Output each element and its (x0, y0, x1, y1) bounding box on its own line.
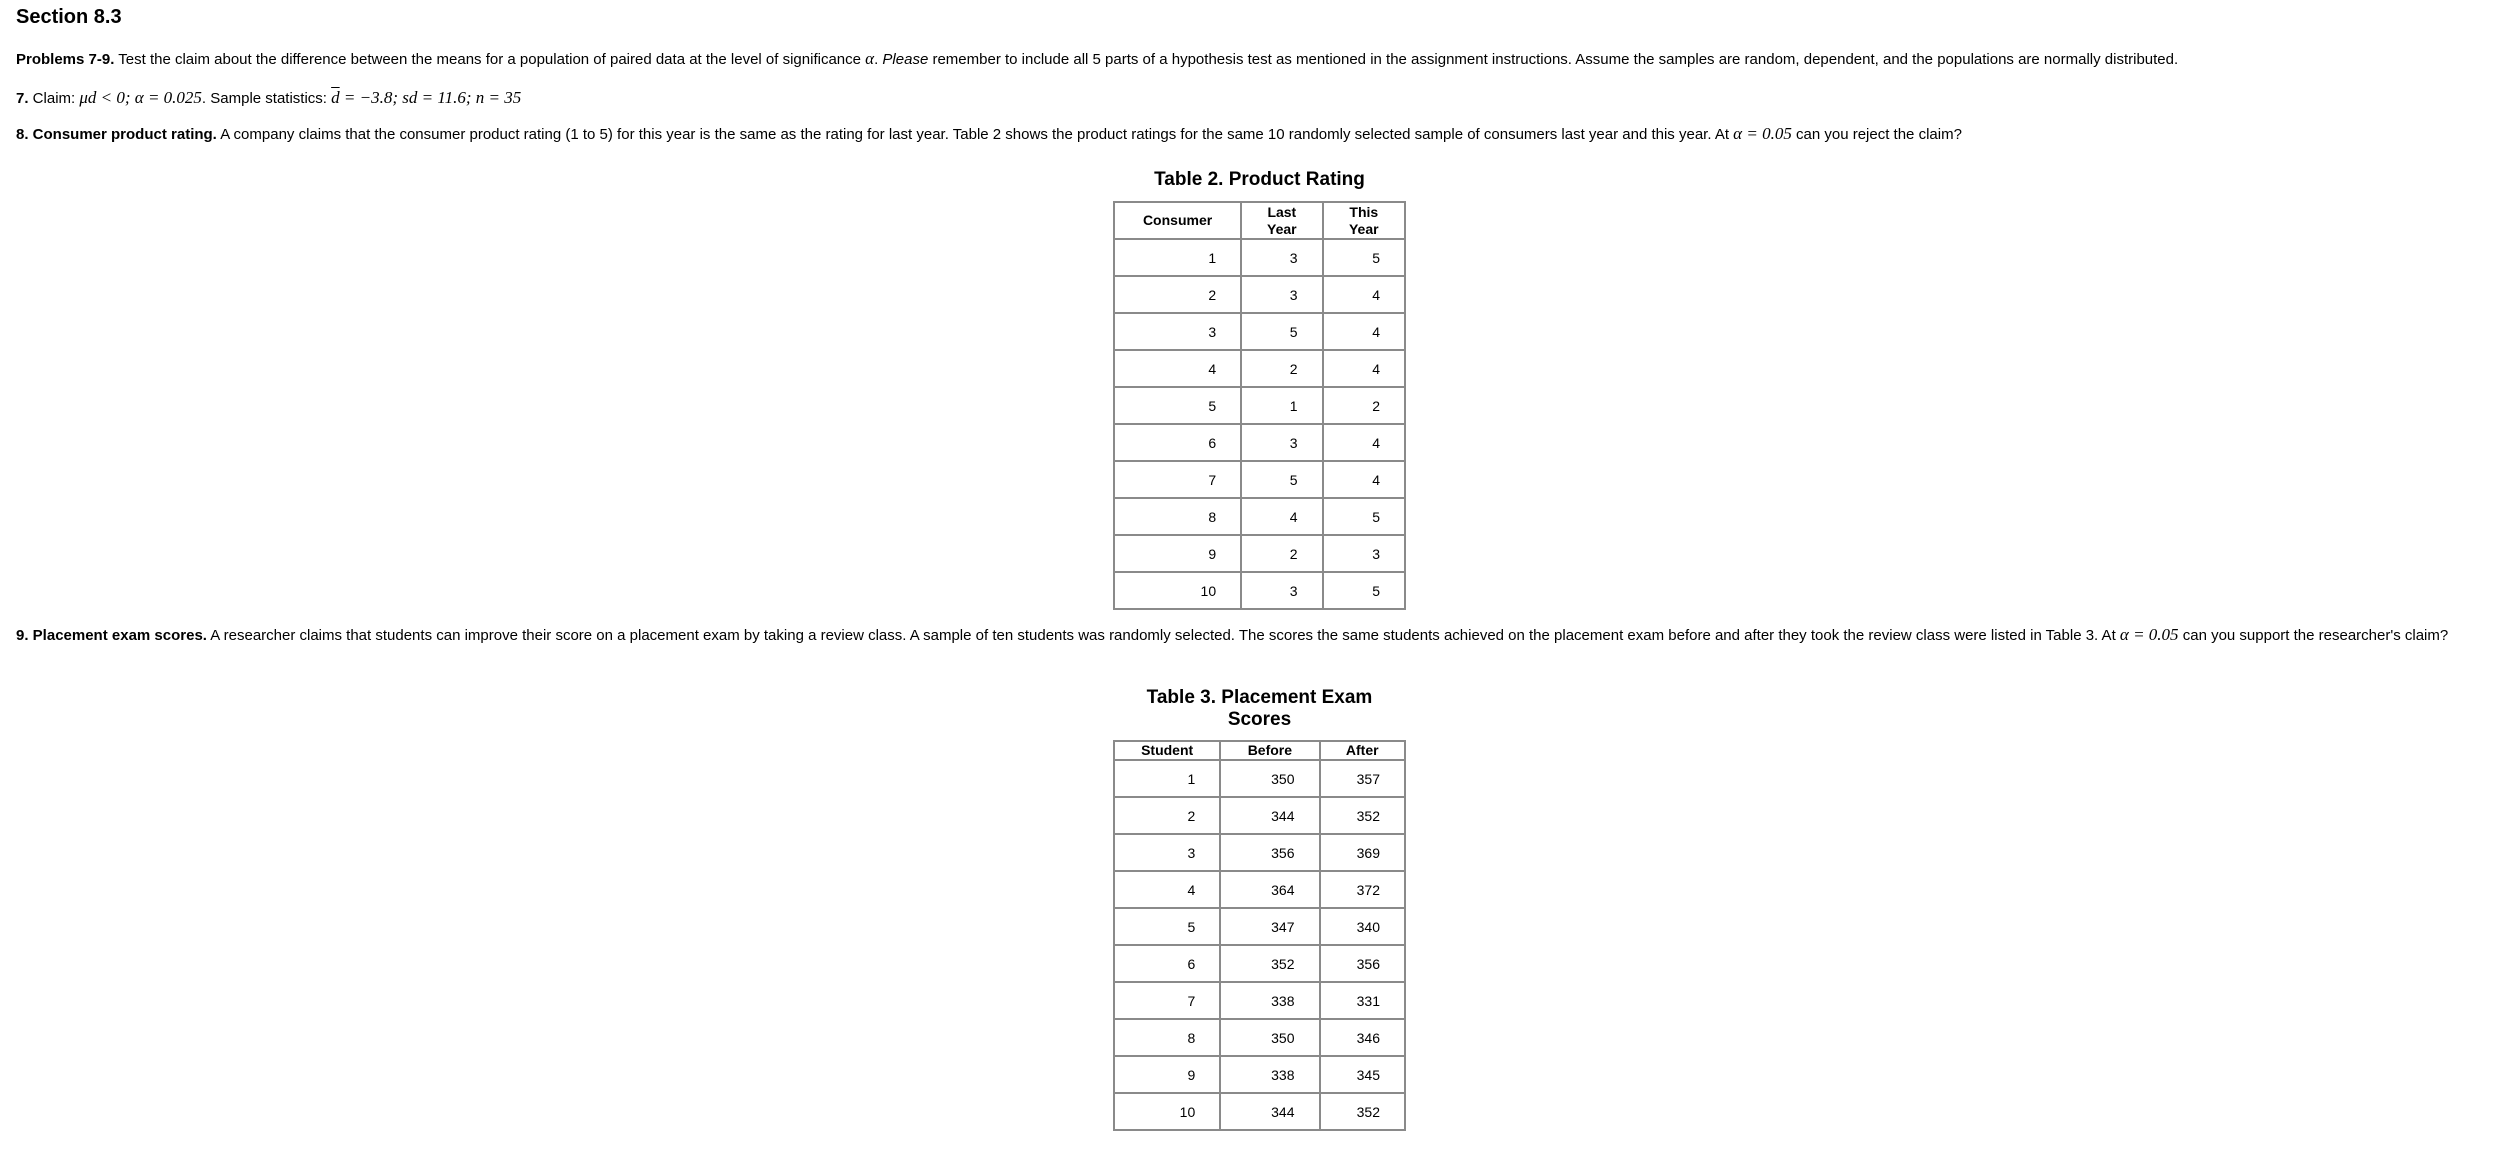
table-cell: 8 (1114, 498, 1241, 535)
claim-math: μd < 0; α = 0.025 (79, 88, 202, 107)
table-cell: 1 (1114, 760, 1220, 797)
table-cell: 347 (1220, 908, 1319, 945)
intro-text: Test the claim about the difference between the means for a population of paired data at the level of significance (114, 51, 866, 68)
table-cell: 350 (1220, 1019, 1319, 1056)
table-cell: 7 (1114, 461, 1241, 498)
table-cell: 4 (1241, 498, 1322, 535)
table-row (1114, 461, 1405, 498)
table-cell: 3 (1114, 834, 1220, 871)
problem-9-text: can you support the researcher's claim? (2178, 627, 2449, 644)
table-row (1114, 424, 1405, 461)
table-row (1114, 908, 1405, 945)
table-row (1114, 572, 1405, 609)
table-cell: 1 (1114, 239, 1241, 276)
table-cell: 346 (1320, 1019, 1406, 1056)
table-2 (1113, 201, 1406, 610)
table-cell: 3 (1114, 313, 1241, 350)
table-2-title: Table 2. Product Rating (1154, 169, 1365, 190)
table-cell: 364 (1220, 871, 1319, 908)
table-row (1114, 871, 1405, 908)
column-header: Student (1114, 741, 1220, 760)
table-cell: 5 (1114, 908, 1220, 945)
table-row (1114, 387, 1405, 424)
column-header: This Year (1323, 202, 1405, 239)
column-header: Before (1220, 741, 1319, 760)
column-header: Consumer (1114, 202, 1241, 239)
claim-prefix: Claim: (28, 90, 80, 107)
table-cell: 357 (1320, 760, 1406, 797)
table-row (1114, 945, 1405, 982)
table-cell: 3 (1241, 424, 1322, 461)
intro-text: . (874, 51, 883, 68)
alpha-math: α = 0.05 (2119, 625, 2179, 644)
problem-8-text: A company claims that the consumer product rating (1 to 5) for this year is the same as the rating for last year. Table 2 shows the product ratings for the same 10 randomly selected sample of consumers last year and this year. At (216, 126, 1734, 143)
d-bar-symbol: $\overline{d}$ (331, 88, 340, 107)
problem-9 (16, 626, 2486, 644)
intro-label: Problems 7-9. (16, 51, 115, 68)
problem-8 (16, 125, 2486, 143)
section-title: Section 8.3 (16, 6, 122, 28)
table-cell: 9 (1114, 1056, 1220, 1093)
problems-intro (16, 50, 2486, 68)
table-row (1114, 535, 1405, 572)
table-cell: 356 (1320, 945, 1406, 982)
problem-9-text: A researcher claims that students can improve their score on a placement exam by taking a review class. A sample of ten students was randomly selected. The scores the same students achieved on the placement exam before and after they took the review class were listed in Table 3. At (206, 627, 2120, 644)
table-cell: 5 (1114, 387, 1241, 424)
table-cell: 5 (1241, 313, 1322, 350)
table-cell: 4 (1114, 350, 1241, 387)
table-row (1114, 498, 1405, 535)
table-cell: 3 (1241, 239, 1322, 276)
table-cell: 4 (1114, 871, 1220, 908)
table-cell: 2 (1114, 797, 1220, 834)
table-cell: 4 (1323, 313, 1405, 350)
table-cell: 3 (1241, 276, 1322, 313)
table-cell: 340 (1320, 908, 1406, 945)
table-3-title (1113, 687, 1406, 731)
table-row (1114, 834, 1405, 871)
table-cell: 345 (1320, 1056, 1406, 1093)
table-row (1114, 1056, 1405, 1093)
problem-9-label: 9. Placement exam scores. (16, 627, 207, 644)
table-cell: 2 (1241, 350, 1322, 387)
table-row (1114, 797, 1405, 834)
table-cell: 344 (1220, 1093, 1319, 1130)
table-cell: 344 (1220, 797, 1319, 834)
table-cell: 338 (1220, 982, 1319, 1019)
table-row (1114, 1093, 1405, 1130)
table-cell: 1 (1241, 387, 1322, 424)
table-cell: 3 (1323, 535, 1405, 572)
alpha-symbol: α (865, 49, 875, 68)
table-row (1114, 239, 1405, 276)
table-cell: 6 (1114, 424, 1241, 461)
column-header: Last Year (1241, 202, 1322, 239)
table-cell: 10 (1114, 1093, 1220, 1130)
table-cell: 4 (1323, 424, 1405, 461)
table-row (1114, 1019, 1405, 1056)
table-3 (1113, 740, 1406, 1131)
table-cell: 331 (1320, 982, 1406, 1019)
stats-math: = −3.8; sd = 11.6; n = 35 (339, 88, 522, 107)
problem-7-label: 7. (16, 90, 29, 107)
table-cell: 4 (1323, 350, 1405, 387)
table-cell: 372 (1320, 871, 1406, 908)
table-cell: 352 (1220, 945, 1319, 982)
table-cell: 338 (1220, 1056, 1319, 1093)
table-cell: 352 (1320, 1093, 1406, 1130)
intro-emphasis: Please (882, 51, 929, 68)
table-cell: 4 (1323, 276, 1405, 313)
table-3-title-line: Table 3. Placement Exam (1146, 687, 1373, 708)
table-row (1114, 350, 1405, 387)
table-row (1114, 313, 1405, 350)
table-3-title-line: Scores (1227, 709, 1292, 730)
table-cell: 2 (1323, 387, 1405, 424)
table-cell: 2 (1114, 276, 1241, 313)
intro-text: remember to include all 5 parts of a hypothesis test as mentioned in the assignment instructions. Assume the samples are random, dependent, and the populations are normally distributed. (928, 51, 2179, 68)
table-row (1114, 760, 1405, 797)
problem-8-text: can you reject the claim? (1791, 126, 1962, 143)
stats-prefix: . Sample statistics: (201, 90, 332, 107)
table-cell: 8 (1114, 1019, 1220, 1056)
problem-8-label: 8. Consumer product rating. (16, 126, 217, 143)
table-row (1114, 276, 1405, 313)
column-header: After (1320, 741, 1406, 760)
table-row (1114, 982, 1405, 1019)
table-cell: 3 (1241, 572, 1322, 609)
table-cell: 2 (1241, 535, 1322, 572)
problem-7 (16, 89, 2486, 107)
alpha-math: α = 0.05 (1733, 124, 1792, 143)
table-cell: 6 (1114, 945, 1220, 982)
table-cell: 10 (1114, 572, 1241, 609)
table-cell: 4 (1323, 461, 1405, 498)
table-cell: 350 (1220, 760, 1319, 797)
table-cell: 369 (1320, 834, 1406, 871)
table-cell: 9 (1114, 535, 1241, 572)
table-cell: 7 (1114, 982, 1220, 1019)
table-cell: 356 (1220, 834, 1319, 871)
table-cell: 352 (1320, 797, 1406, 834)
table-cell: 5 (1241, 461, 1322, 498)
table-cell: 5 (1323, 239, 1405, 276)
table-cell: 5 (1323, 572, 1405, 609)
table-cell: 5 (1323, 498, 1405, 535)
